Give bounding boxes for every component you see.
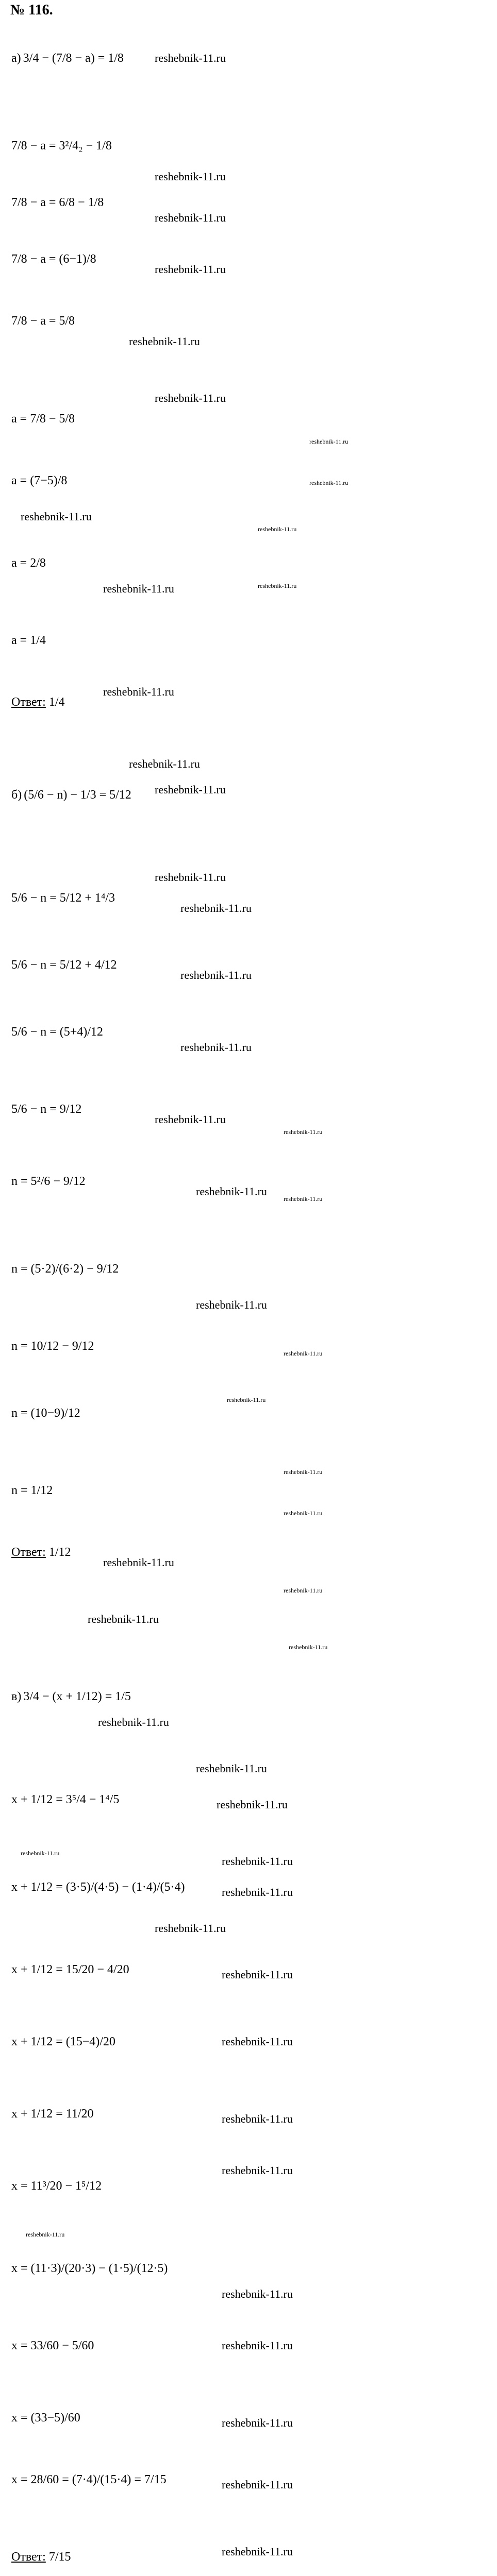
equation-line: [11, 1690, 131, 1704]
equation-text: x = 11³/20 − 1⁵/12: [11, 2179, 102, 2193]
watermark-text: reshebnik-11.ru: [155, 1113, 226, 1126]
equation-text: a = 1/4: [11, 634, 46, 647]
watermark-text: reshebnik-11.ru: [21, 510, 92, 523]
watermark-text: reshebnik-11.ru: [103, 582, 174, 595]
equation-line: [11, 2411, 80, 2425]
equation-text: 7/8 − a = 5/8: [11, 314, 75, 328]
watermark-text: reshebnik-11.ru: [196, 1762, 267, 1775]
watermark-text: reshebnik-11.ru: [284, 1468, 323, 1476]
watermark-text: reshebnik-11.ru: [222, 2339, 293, 2352]
equation-line: [11, 958, 117, 972]
answer-value: 7/15: [48, 2550, 71, 2564]
watermark-text: reshebnik-11.ru: [222, 2164, 293, 2177]
watermark-text: reshebnik-11.ru: [155, 1922, 226, 1935]
equation-text: x + 1/12 = (3·5)/(4·5) − (1·4)/(5·4): [11, 1880, 185, 1894]
equation-line: [11, 1963, 129, 1977]
equation-text: x = (11·3)/(20·3) − (1·5)/(12·5): [11, 2262, 168, 2275]
equation-line: [11, 2179, 102, 2193]
equation-text: 7/8 − a = 6/8 − 1/8: [11, 196, 104, 209]
equation-line: [11, 139, 112, 153]
equation-text: x + 1/12 = 15/20 − 4/20: [11, 1963, 129, 1976]
equation-text: 5/6 − n = 9/12: [11, 1103, 82, 1116]
equation-text: n = 10/12 − 9/12: [11, 1340, 94, 1353]
watermark-text: reshebnik-11.ru: [309, 479, 349, 486]
watermark-text: reshebnik-11.ru: [180, 969, 252, 981]
watermark-text: reshebnik-11.ru: [222, 2478, 293, 2491]
watermark-text: reshebnik-11.ru: [222, 2035, 293, 2048]
watermark-text: reshebnik-11.ru: [284, 1128, 323, 1136]
equation-line: [11, 474, 67, 488]
watermark-text: reshebnik-11.ru: [222, 1968, 293, 1981]
watermark-text: reshebnik-11.ru: [155, 871, 226, 884]
watermark-text: reshebnik-11.ru: [222, 1855, 293, 1868]
equation-line: [11, 412, 75, 426]
equation-text: 5/6 − n = (5+4)/12: [11, 1025, 103, 1039]
equation-line: [11, 314, 75, 328]
watermark-text: reshebnik-11.ru: [129, 335, 200, 348]
watermark-text: reshebnik-11.ru: [284, 1587, 323, 1594]
equation-line: [11, 1103, 81, 1116]
equation-text: a = (7−5)/8: [11, 474, 68, 487]
equation-text: x = (33−5)/60: [11, 2411, 80, 2425]
equation-line: [11, 2107, 94, 2121]
answer-label: Ответ:: [11, 1546, 46, 1559]
equation-line: [11, 1262, 119, 1276]
watermark-text: reshebnik-11.ru: [284, 1510, 323, 1517]
equation-line: [11, 891, 115, 905]
equation-line: [11, 1880, 185, 1894]
watermark-text: reshebnik-11.ru: [26, 2231, 65, 2238]
watermark-text: reshebnik-11.ru: [222, 1886, 293, 1899]
answer-line: [11, 2550, 71, 2564]
watermark-text: reshebnik-11.ru: [155, 392, 226, 404]
answer-line: [11, 696, 65, 709]
item-label: б): [11, 788, 22, 802]
watermark-text: reshebnik-11.ru: [155, 211, 226, 224]
answer-label: Ответ:: [11, 696, 46, 709]
watermark-text: reshebnik-11.ru: [103, 1556, 174, 1569]
watermark-text: reshebnik-11.ru: [129, 757, 200, 770]
watermark-text: reshebnik-11.ru: [289, 1643, 328, 1651]
equation-line: [11, 2473, 167, 2487]
watermark-text: reshebnik-11.ru: [309, 438, 349, 445]
watermark-text: reshebnik-11.ru: [155, 170, 226, 183]
equation-line: [11, 2339, 94, 2353]
equation-text: 3/4 − (7/8 − a) = 1/8: [23, 52, 124, 65]
equation-text: 7/8 − a = (6−1)/8: [11, 252, 96, 266]
equation-line: [11, 1793, 119, 1807]
watermark-text: reshebnik-11.ru: [258, 526, 297, 533]
watermark-text: reshebnik-11.ru: [217, 1798, 288, 1811]
equation-text: x = 33/60 − 5/60: [11, 2339, 94, 2352]
page-title: № 116.: [10, 2, 53, 18]
watermark-text: reshebnik-11.ru: [155, 52, 226, 64]
watermark-text: reshebnik-11.ru: [284, 1350, 323, 1357]
equation-line: [11, 252, 96, 266]
watermark-text: reshebnik-11.ru: [88, 1613, 159, 1625]
equation-text: 7/8 − a = 3²/4₂ − 1/8: [11, 139, 112, 152]
equation-line: [11, 634, 46, 648]
equation-line: [11, 1340, 94, 1353]
equation-text: n = (10−9)/12: [11, 1406, 80, 1420]
equation-line: [11, 788, 131, 802]
watermark-text: reshebnik-11.ru: [180, 1041, 252, 1054]
equation-line: [11, 52, 124, 65]
equation-text: n = (5·2)/(6·2) − 9/12: [11, 1262, 119, 1276]
watermark-text: reshebnik-11.ru: [180, 902, 252, 914]
equation-text: a = 7/8 − 5/8: [11, 412, 75, 426]
answer-value: 1/4: [48, 696, 65, 709]
watermark-text: reshebnik-11.ru: [155, 263, 226, 276]
item-label: а): [11, 52, 21, 65]
equation-text: n = 5²/6 − 9/12: [11, 1175, 86, 1188]
equation-line: [11, 1484, 53, 1498]
answer-value: 1/12: [48, 1546, 71, 1559]
equation-text: a = 2/8: [11, 556, 46, 570]
equation-line: [11, 1406, 80, 1420]
watermark-text: reshebnik-11.ru: [196, 1298, 267, 1311]
watermark-text: reshebnik-11.ru: [103, 685, 174, 698]
watermark-text: reshebnik-11.ru: [258, 582, 297, 589]
equation-text: 5/6 − n = 5/12 + 4/12: [11, 958, 117, 972]
watermark-text: reshebnik-11.ru: [222, 2287, 293, 2300]
equation-text: 3/4 − (x + 1/12) = 1/5: [23, 1690, 131, 1703]
equation-line: [11, 2262, 168, 2276]
equation-line: [11, 2035, 115, 2049]
equation-line: [11, 1025, 103, 1039]
watermark-text: reshebnik-11.ru: [222, 2416, 293, 2429]
watermark-text: reshebnik-11.ru: [222, 2112, 293, 2125]
watermark-text: reshebnik-11.ru: [222, 2545, 293, 2558]
equation-text: x + 1/12 = (15−4)/20: [11, 2035, 115, 2048]
watermark-text: reshebnik-11.ru: [98, 1716, 169, 1728]
equation-text: x + 1/12 = 3⁵/4 − 1⁴/5: [11, 1793, 120, 1806]
equation-text: x = 28/60 = (7·4)/(15·4) = 7/15: [11, 2473, 167, 2486]
watermark-text: reshebnik-11.ru: [21, 1850, 60, 1857]
watermark-text: reshebnik-11.ru: [284, 1195, 323, 1202]
answer-label: Ответ:: [11, 2550, 46, 2564]
equation-text: n = 1/12: [11, 1484, 53, 1497]
watermark-text: reshebnik-11.ru: [196, 1185, 267, 1198]
item-label: в): [11, 1690, 22, 1703]
equation-text: x + 1/12 = 11/20: [11, 2107, 94, 2121]
equation-line: [11, 1175, 86, 1189]
watermark-text: reshebnik-11.ru: [155, 783, 226, 796]
equation-line: [11, 196, 104, 210]
answer-line: [11, 1546, 71, 1560]
equation-line: [11, 556, 46, 570]
equation-text: 5/6 − n = 5/12 + 1⁴/3: [11, 891, 115, 905]
equation-text: (5/6 − n) − 1/3 = 5/12: [24, 788, 131, 802]
watermark-text: reshebnik-11.ru: [227, 1396, 266, 1403]
